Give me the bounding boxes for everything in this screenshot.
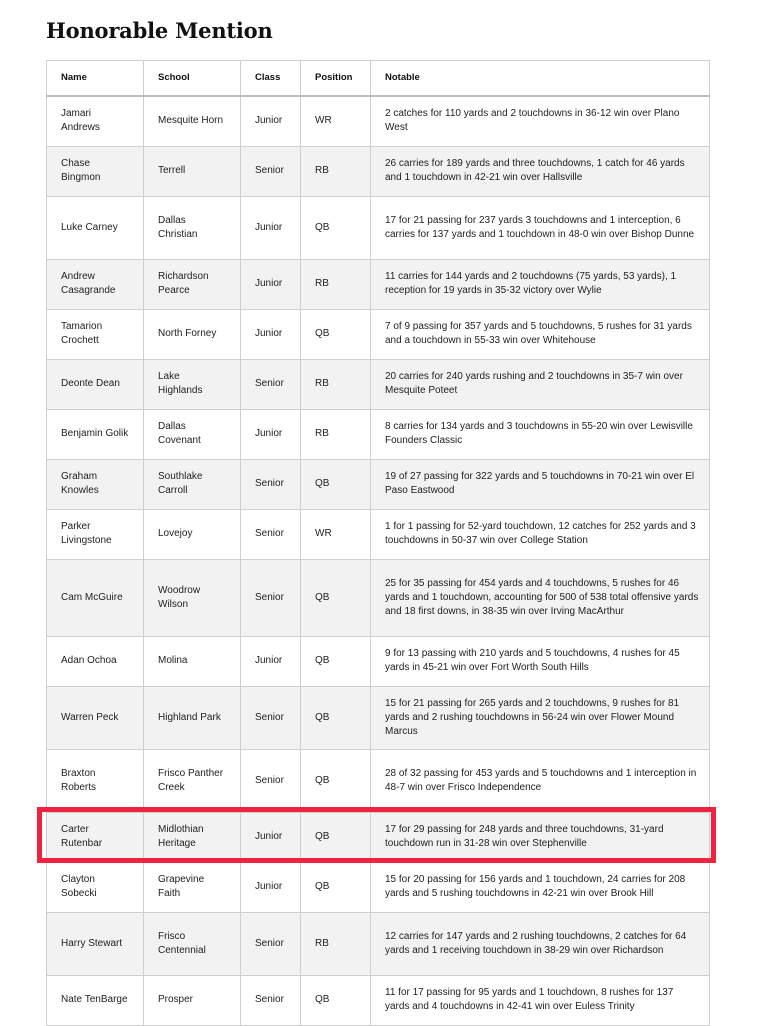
cell-name: Nate TenBarge [47, 975, 144, 1025]
cell-name: Jamari Andrews [47, 96, 144, 146]
cell-school: Prosper [144, 975, 241, 1025]
table-row [47, 196, 710, 259]
table-row [47, 359, 710, 409]
cell-notable: 25 for 35 passing for 454 yards and 4 touchdowns, 5 rushes for 46 yards and 1 touchdown, accounting for 500 of 538 total offensive yards and 18 first downs, in 38-35 win over Irving MacArthur [371, 559, 710, 636]
cell-name: Warren Peck [47, 686, 144, 749]
cell-name: Benjamin Golik [47, 409, 144, 459]
cell-name: Braxton Roberts [47, 749, 144, 812]
cell-school: Frisco Centennial [144, 912, 241, 975]
cell-class: Senior [241, 686, 301, 749]
cell-class: Junior [241, 259, 301, 309]
table-row [47, 975, 710, 1025]
table-row [47, 912, 710, 975]
cell-position: QB [301, 196, 371, 259]
table-row [47, 812, 710, 862]
cell-name: Chase Bingmon [47, 146, 144, 196]
table-row [47, 749, 710, 812]
cell-name: Parker Livingstone [47, 509, 144, 559]
table-row [47, 686, 710, 749]
cell-class: Junior [241, 309, 301, 359]
cell-school: North Forney [144, 309, 241, 359]
table-header-row [47, 61, 710, 97]
cell-notable: 20 carries for 240 yards rushing and 2 touchdowns in 35-7 win over Mesquite Poteet [371, 359, 710, 409]
cell-class: Senior [241, 559, 301, 636]
cell-class: Senior [241, 912, 301, 975]
cell-class: Senior [241, 459, 301, 509]
header-name: Name [47, 61, 144, 97]
cell-school: Lovejoy [144, 509, 241, 559]
cell-name: Luke Carney [47, 196, 144, 259]
cell-school: Grapevine Faith [144, 862, 241, 912]
cell-position: RB [301, 912, 371, 975]
cell-notable: 1 for 1 passing for 52-yard touchdown, 12 catches for 252 yards and 3 touchdowns in 50-37 win over College Station [371, 509, 710, 559]
cell-class: Junior [241, 812, 301, 862]
table-row [47, 259, 710, 309]
cell-name: Harry Stewart [47, 912, 144, 975]
header-position: Position [301, 61, 371, 97]
header-class: Class [241, 61, 301, 97]
table-row [47, 636, 710, 686]
cell-notable: 2 catches for 110 yards and 2 touchdowns in 36-12 win over Plano West [371, 96, 710, 146]
cell-position: RB [301, 409, 371, 459]
table-row [47, 409, 710, 459]
cell-notable: 9 for 13 passing with 210 yards and 5 touchdowns, 4 rushes for 45 yards in 45-21 win over Fort Worth South Hills [371, 636, 710, 686]
cell-position: QB [301, 309, 371, 359]
cell-position: RB [301, 359, 371, 409]
cell-name: Graham Knowles [47, 459, 144, 509]
cell-notable: 11 for 17 passing for 95 yards and 1 touchdown, 8 rushes for 137 yards and 4 touchdowns in 42-41 win over Euless Trinity [371, 975, 710, 1025]
cell-class: Senior [241, 509, 301, 559]
cell-position: QB [301, 686, 371, 749]
cell-position: QB [301, 975, 371, 1025]
cell-school: Lake Highlands [144, 359, 241, 409]
honorable-mention-table-container [46, 60, 709, 1026]
header-school: School [144, 61, 241, 97]
cell-class: Senior [241, 975, 301, 1025]
cell-class: Junior [241, 96, 301, 146]
cell-position: QB [301, 862, 371, 912]
table-row [47, 309, 710, 359]
table-row [47, 96, 710, 146]
cell-name: Tamarion Crochett [47, 309, 144, 359]
cell-class: Senior [241, 359, 301, 409]
cell-name: Andrew Casagrande [47, 259, 144, 309]
cell-school: Mesquite Horn [144, 96, 241, 146]
cell-notable: 15 for 20 passing for 156 yards and 1 touchdown, 24 carries for 208 yards and 5 rushing touchdowns in 42-21 win over Brook Hill [371, 862, 710, 912]
table-row [47, 459, 710, 509]
cell-position: WR [301, 96, 371, 146]
cell-position: WR [301, 509, 371, 559]
cell-school: Highland Park [144, 686, 241, 749]
cell-school: Southlake Carroll [144, 459, 241, 509]
honorable-mention-table [46, 60, 710, 1026]
cell-class: Junior [241, 636, 301, 686]
cell-notable: 17 for 21 passing for 237 yards 3 touchdowns and 1 interception, 6 carries for 137 yards and 1 touchdown in 48-0 win over Bishop Dunne [371, 196, 710, 259]
cell-class: Junior [241, 862, 301, 912]
header-notable: Notable [371, 61, 710, 97]
cell-school: Molina [144, 636, 241, 686]
cell-position: QB [301, 459, 371, 509]
cell-notable: 15 for 21 passing for 265 yards and 2 touchdowns, 9 rushes for 81 yards and 2 rushing touchdowns in 56-24 win over Flower Mound Marcus [371, 686, 710, 749]
cell-school: Frisco Panther Creek [144, 749, 241, 812]
cell-notable: 11 carries for 144 yards and 2 touchdowns (75 yards, 53 yards), 1 reception for 19 yards in 35-32 victory over Wylie [371, 259, 710, 309]
table-row [47, 146, 710, 196]
cell-notable: 28 of 32 passing for 453 yards and 5 touchdowns and 1 interception in 48-7 win over Frisco Independence [371, 749, 710, 812]
table-row [47, 862, 710, 912]
cell-name: Deonte Dean [47, 359, 144, 409]
cell-notable: 8 carries for 134 yards and 3 touchdowns in 55-20 win over Lewisville Founders Classic [371, 409, 710, 459]
cell-school: Woodrow Wilson [144, 559, 241, 636]
cell-name: Cam McGuire [47, 559, 144, 636]
cell-name: Clayton Sobecki [47, 862, 144, 912]
table-row [47, 559, 710, 636]
cell-position: RB [301, 259, 371, 309]
cell-school: Richardson Pearce [144, 259, 241, 309]
cell-position: QB [301, 559, 371, 636]
cell-school: Terrell [144, 146, 241, 196]
table-row [47, 509, 710, 559]
cell-notable: 17 for 29 passing for 248 yards and three touchdowns, 31-yard touchdown run in 31-28 win over Stephenville [371, 812, 710, 862]
cell-notable: 7 of 9 passing for 357 yards and 5 touchdowns, 5 rushes for 31 yards and a touchdown in 55-33 win over Whitehouse [371, 309, 710, 359]
cell-position: QB [301, 812, 371, 862]
cell-school: Dallas Christian [144, 196, 241, 259]
cell-class: Senior [241, 146, 301, 196]
cell-class: Junior [241, 196, 301, 259]
cell-name: Adan Ochoa [47, 636, 144, 686]
cell-class: Senior [241, 749, 301, 812]
page-title: Honorable Mention [46, 18, 273, 43]
cell-notable: 19 of 27 passing for 322 yards and 5 touchdowns in 70-21 win over El Paso Eastwood [371, 459, 710, 509]
cell-position: QB [301, 636, 371, 686]
cell-name: Carter Rutenbar [47, 812, 144, 862]
cell-position: QB [301, 749, 371, 812]
cell-school: Midlothian Heritage [144, 812, 241, 862]
cell-notable: 12 carries for 147 yards and 2 rushing touchdowns, 2 catches for 64 yards and 1 receiving touchdown in 38-29 win over Richardson [371, 912, 710, 975]
cell-school: Dallas Covenant [144, 409, 241, 459]
cell-class: Junior [241, 409, 301, 459]
cell-position: RB [301, 146, 371, 196]
cell-notable: 26 carries for 189 yards and three touchdowns, 1 catch for 46 yards and 1 touchdown in 42-21 win over Hallsville [371, 146, 710, 196]
